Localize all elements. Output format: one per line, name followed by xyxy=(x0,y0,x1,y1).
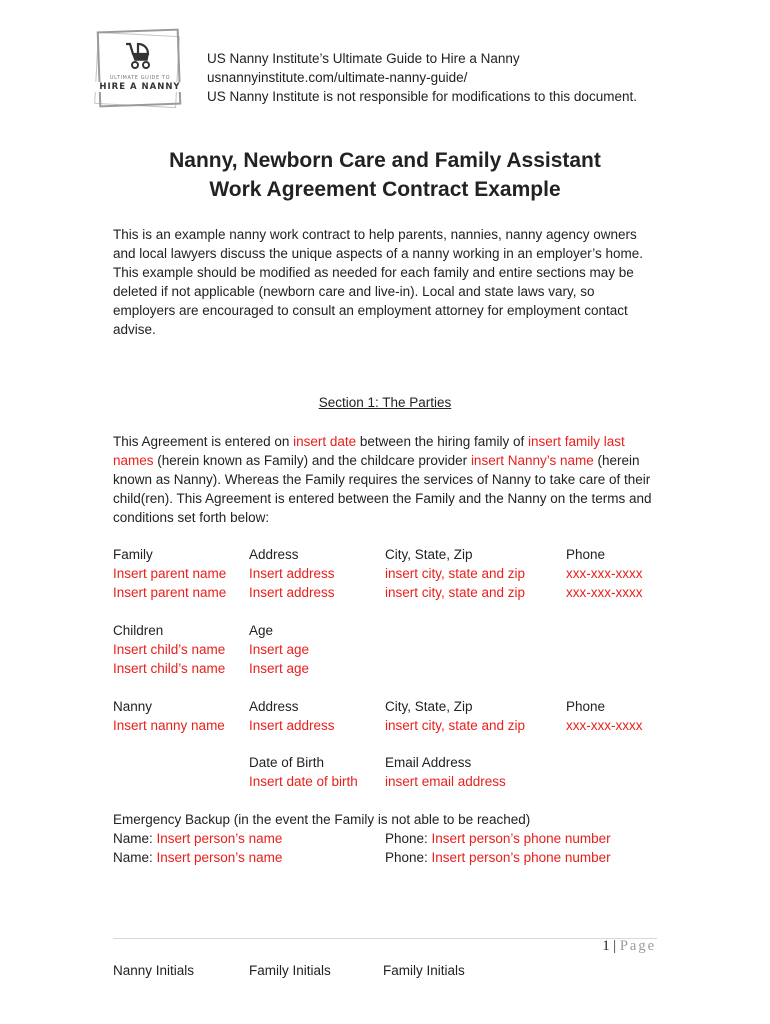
email-placeholder: insert email address xyxy=(385,774,506,789)
family-phone-header: Phone xyxy=(566,547,606,562)
logo-subtitle: ULTIMATE GUIDE TO xyxy=(109,75,171,81)
table-row-parent-address: Insert address xyxy=(249,566,335,581)
phone-label: Phone: xyxy=(385,850,432,865)
emergency-phone-1 xyxy=(385,829,611,848)
table-row-parent-address: Insert address xyxy=(249,585,335,600)
emergency-phone-2 xyxy=(385,848,611,867)
parties-text-3: (herein known as Family) and the childcare provider xyxy=(153,453,471,468)
section-1-heading: Section 1: The Parties xyxy=(318,395,452,410)
family-initials-label: Family Initials xyxy=(383,963,465,978)
page-number-value: 1 xyxy=(602,938,610,954)
dob-label: Date of Birth xyxy=(249,755,325,770)
emergency-name-1 xyxy=(113,829,282,848)
table-row-parent-phone: xxx-xxx-xxxx xyxy=(566,585,643,600)
table-row-nanny-address: Insert address xyxy=(249,718,335,733)
header-line-url: usnannyinstitute.com/ultimate-nanny-guide/ xyxy=(207,70,468,85)
header-block xyxy=(207,49,637,106)
parties-paragraph xyxy=(113,432,658,527)
table-row-parent-city: insert city, state and zip xyxy=(385,566,526,581)
table-row-nanny-city: insert city, state and zip xyxy=(385,718,526,733)
table-row-child-age: Insert age xyxy=(249,661,310,676)
family-address-header: Address xyxy=(249,547,299,562)
header-line-disclaimer: US Nanny Institute is not responsible for modifications to this document. xyxy=(207,89,637,104)
phone-label: Phone: xyxy=(385,831,432,846)
name-label: Name: xyxy=(113,850,157,865)
table-row-parent-city: insert city, state and zip xyxy=(385,585,526,600)
title-line-2: Work Agreement Contract Example xyxy=(209,178,561,201)
nanny-initials-label: Nanny Initials xyxy=(113,963,195,978)
table-row-nanny-phone: xxx-xxx-xxxx xyxy=(566,718,643,733)
stroller-icon xyxy=(120,40,154,70)
table-row-parent-phone: xxx-xxx-xxxx xyxy=(566,566,643,581)
name-placeholder: Insert person’s name xyxy=(156,850,283,865)
page-word: Page xyxy=(619,938,656,954)
parties-text-4: (herein known as Nanny). Whereas the Family requires the services of Nanny to take care of their child(ren). This Agreement is entered between the Family and the Nanny on the terms and conditions set forth below: xyxy=(113,453,652,525)
page-number xyxy=(560,938,656,955)
table-row-child-name: Insert child’s name xyxy=(113,661,226,676)
nanny-header: Nanny xyxy=(113,699,153,714)
name-label: Name: xyxy=(113,831,157,846)
family-initials-label: Family Initials xyxy=(249,963,331,978)
table-row-parent-name: Insert parent name xyxy=(113,585,227,600)
document-title xyxy=(0,146,770,204)
insert-nanny-placeholder: insert Nanny’s name xyxy=(470,453,594,468)
insert-date-placeholder: insert date xyxy=(293,434,357,449)
table-row-parent-name: Insert parent name xyxy=(113,566,227,581)
phone-placeholder: Insert person’s phone number xyxy=(431,850,611,865)
dob-placeholder: Insert date of birth xyxy=(249,774,358,789)
emergency-heading: Emergency Backup (in the event the Family is not able to be reached) xyxy=(113,812,531,827)
parties-text-1: This Agreement is entered on xyxy=(113,434,294,449)
family-city-header: City, State, Zip xyxy=(385,547,473,562)
logo xyxy=(92,24,202,124)
logo-title: HIRE A NANNY xyxy=(92,82,188,92)
nanny-address-header: Address xyxy=(249,699,299,714)
nanny-phone-header: Phone xyxy=(566,699,606,714)
title-line-1: Nanny, Newborn Care and Family Assistant xyxy=(169,149,601,172)
table-row-child-age: Insert age xyxy=(249,642,310,657)
insert-family-placeholder: insert family last names xyxy=(113,434,625,468)
parties-text-2: between the hiring family of xyxy=(356,434,528,449)
table-row-child-name: Insert child’s name xyxy=(113,642,226,657)
table-row-nanny-name: Insert nanny name xyxy=(113,718,225,733)
header-line-title: US Nanny Institute’s Ultimate Guide to Hire a Nanny xyxy=(207,51,520,66)
intro-paragraph: This is an example nanny work contract to help parents, nannies, nanny agency owners and local lawyers discuss the unique aspects of a nanny working in an employer’s home. This example should be modified as needed for each family and entire sections may be deleted if not applicable (newborn care and live-in). Local and state laws vary, so employers are encouraged to consult an employment attorney for employment contact advise. xyxy=(113,227,644,337)
age-header: Age xyxy=(249,623,274,638)
nanny-city-header: City, State, Zip xyxy=(385,699,473,714)
page-separator: | xyxy=(613,938,617,954)
family-header: Family xyxy=(113,547,153,562)
email-label: Email Address xyxy=(385,755,472,770)
phone-placeholder: Insert person’s phone number xyxy=(431,831,611,846)
emergency-name-2 xyxy=(113,848,282,867)
children-header: Children xyxy=(113,623,164,638)
name-placeholder: Insert person’s name xyxy=(156,831,283,846)
